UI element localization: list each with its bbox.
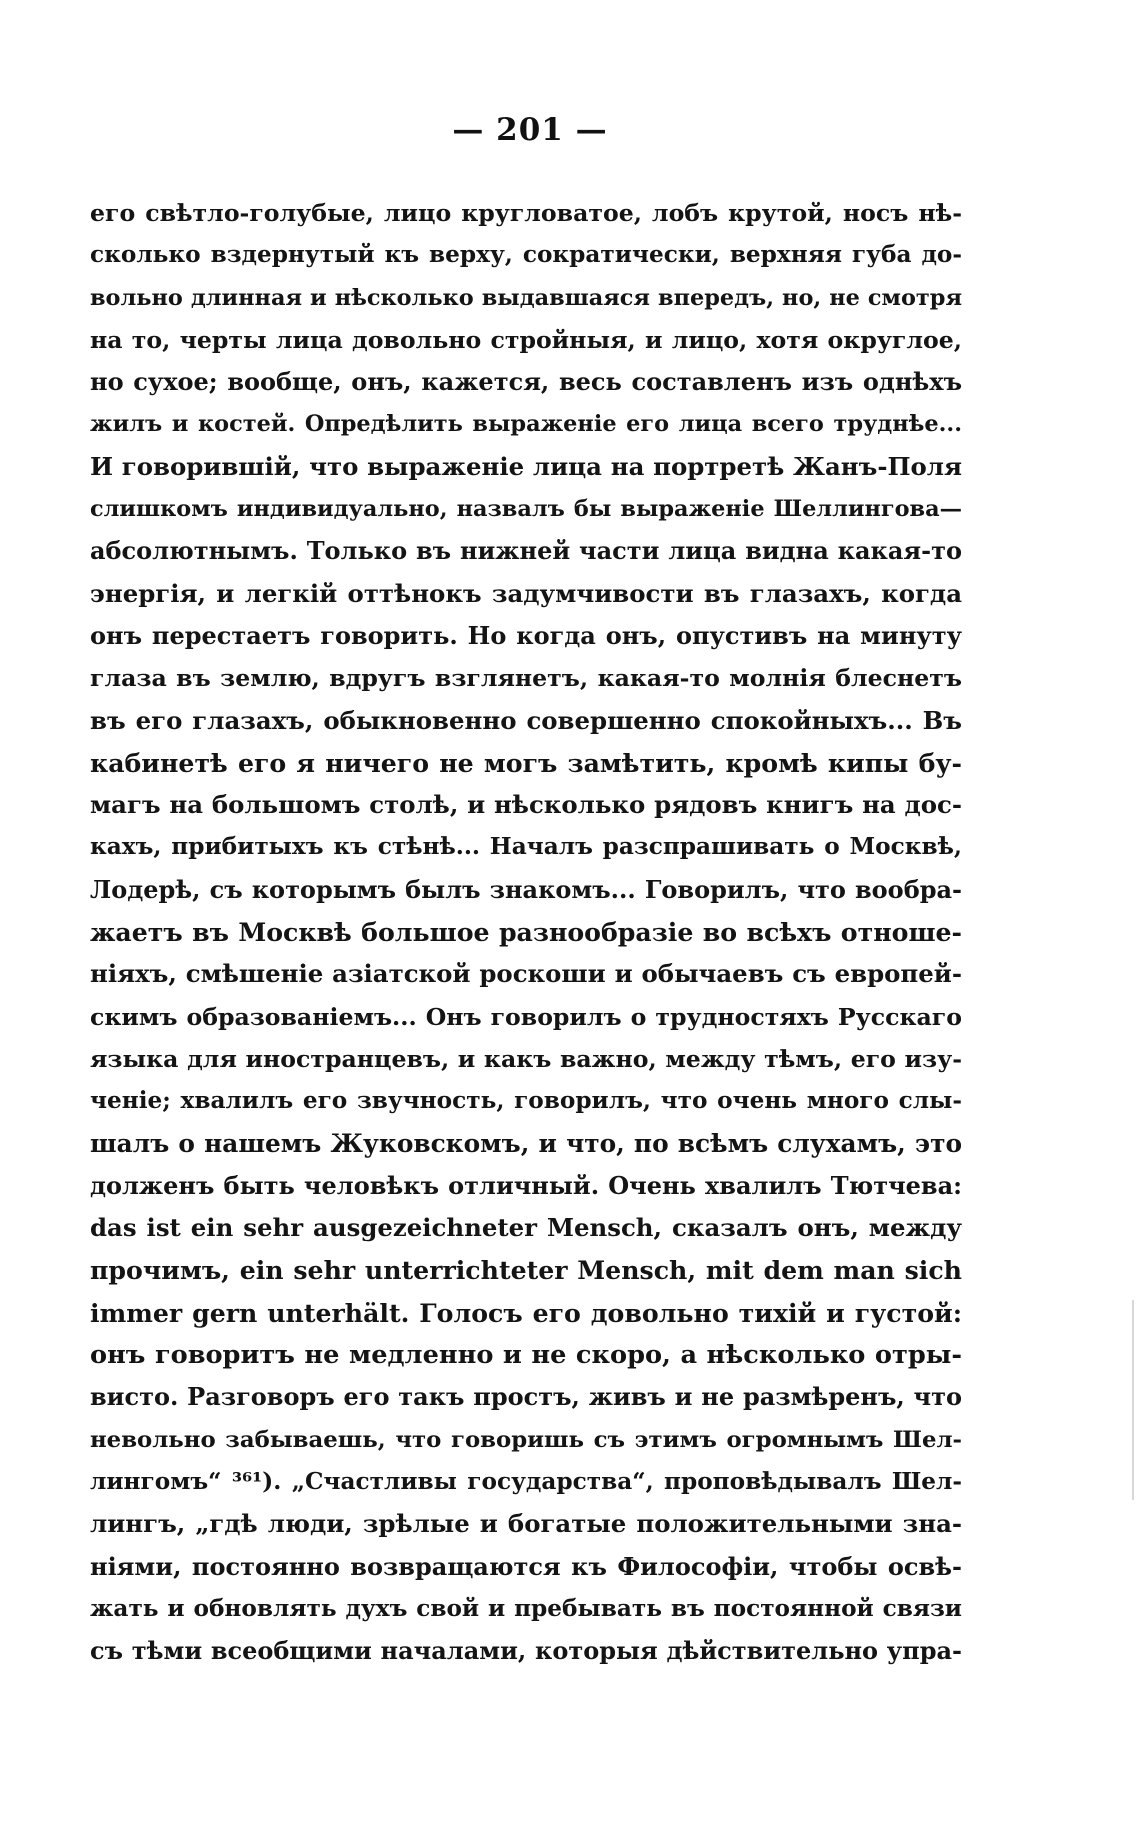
text-line: висто. Разговоръ его такъ простъ, живъ и не размѣренъ, что bbox=[90, 1382, 962, 1412]
text-line: Лодерѣ, съ которымъ былъ знакомъ... Говорилъ, что вообра- bbox=[90, 874, 962, 904]
text-line: лингомъ“ ³⁶¹). „Счастливы государства“, проповѣдывалъ Шел- bbox=[90, 1467, 962, 1495]
text-line: онъ говоритъ не медленно и не скоро, а нѣсколько отры- bbox=[90, 1340, 962, 1371]
text-line: энергія, и легкій оттѣнокъ задумчивости въ глазахъ, когда bbox=[90, 578, 962, 608]
text-line: прочимъ, ein sehr unterrichteter Mensch, mit dem man sich bbox=[90, 1255, 962, 1286]
text-line: das ist ein sehr ausgezeichneter Mensch, сказалъ онъ, между bbox=[90, 1213, 962, 1243]
text-line: лингъ, „гдѣ люди, зрѣлые и богатые положительными зна- bbox=[90, 1509, 962, 1539]
text-line: долженъ быть человѣкъ отличный. Очень хвалилъ Тютчева: bbox=[90, 1170, 962, 1200]
text-line: сколько вздернутый къ верху, сократически, верхняя губа до- bbox=[90, 241, 962, 269]
text-line: immer gern unterhält. Голосъ его довольно тихій и густой: bbox=[90, 1297, 962, 1328]
text-line: вольно длинная и нѣсколько выдавшаяся впередъ, но, не смотря bbox=[90, 284, 962, 311]
text-line: абсолютнымъ. Только въ нижней части лица видна какая-то bbox=[90, 536, 962, 566]
text-line: слишкомъ индивидуально, назвалъ бы выраженіе Шеллингова— bbox=[90, 496, 962, 523]
text-line: съ тѣми всеобщими началами, которыя дѣйствительно упра- bbox=[90, 1636, 962, 1666]
text-line: на то, черты лица довольно стройныя, и лицо, хотя округлое, bbox=[90, 325, 962, 354]
text-line: но сухое; вообще, онъ, кажется, весь составленъ изъ однѣхъ bbox=[90, 367, 962, 397]
text-line: въ его глазахъ, обыкновенно совершенно спокойныхъ... Въ bbox=[90, 705, 962, 735]
text-line: языка для иностранцевъ, и какъ важно, между тѣмъ, его изу- bbox=[90, 1044, 962, 1073]
text-line: скимъ образованіемъ... Онъ говорилъ о трудностяхъ Русскаго bbox=[90, 1002, 962, 1031]
page-number: — 201 — bbox=[452, 112, 608, 148]
text-line: ніяхъ, смѣшеніе азіатской роскоши и обычаевъ съ европей- bbox=[90, 959, 962, 989]
text-line: магъ на большомъ столѣ, и нѣсколько рядовъ книгъ на дос- bbox=[90, 790, 962, 820]
body-text bbox=[90, 192, 962, 1672]
text-line: кахъ, прибитыхъ къ стѣнѣ... Началъ разспрашивать о Москвѣ, bbox=[90, 833, 962, 861]
margin-rule bbox=[1132, 1300, 1134, 1500]
text-line: жаетъ въ Москвѣ большое разнообразіе во всѣхъ отноше- bbox=[90, 917, 962, 948]
text-line: шалъ о нашемъ Жуковскомъ, и что, по всѣмъ слухамъ, это bbox=[90, 1128, 962, 1158]
text-line: кабинетѣ его я ничего не могъ замѣтить, кромѣ кипы бу- bbox=[90, 747, 962, 778]
text-line: его свѣтло-голубые, лицо кругловатое, лобъ крутой, носъ нѣ- bbox=[90, 199, 962, 227]
text-line: ченіе; хвалилъ его звучность, говорилъ, что очень много слы- bbox=[90, 1087, 962, 1115]
text-line: ніями, постоянно возвращаются къ Философіи, чтобы освѣ- bbox=[90, 1551, 962, 1581]
text-line: невольно забываешь, что говоришь съ этимъ огромнымъ Шел- bbox=[90, 1426, 962, 1453]
text-line: онъ перестаетъ говорить. Но когда онъ, опустивъ на минуту bbox=[90, 620, 962, 650]
text-line: глаза въ землю, вдругъ взглянетъ, какая-то молнія блеснетъ bbox=[90, 664, 962, 693]
text-line: И говорившій, что выраженіе лица на портретѣ Жанъ-Поля bbox=[90, 451, 962, 481]
text-line: жать и обновлять духъ свой и пребывать въ постоянной связи bbox=[90, 1594, 962, 1622]
text-line: жилъ и костей. Опредѣлить выраженіе его лица всего труднѣе... bbox=[90, 411, 962, 438]
